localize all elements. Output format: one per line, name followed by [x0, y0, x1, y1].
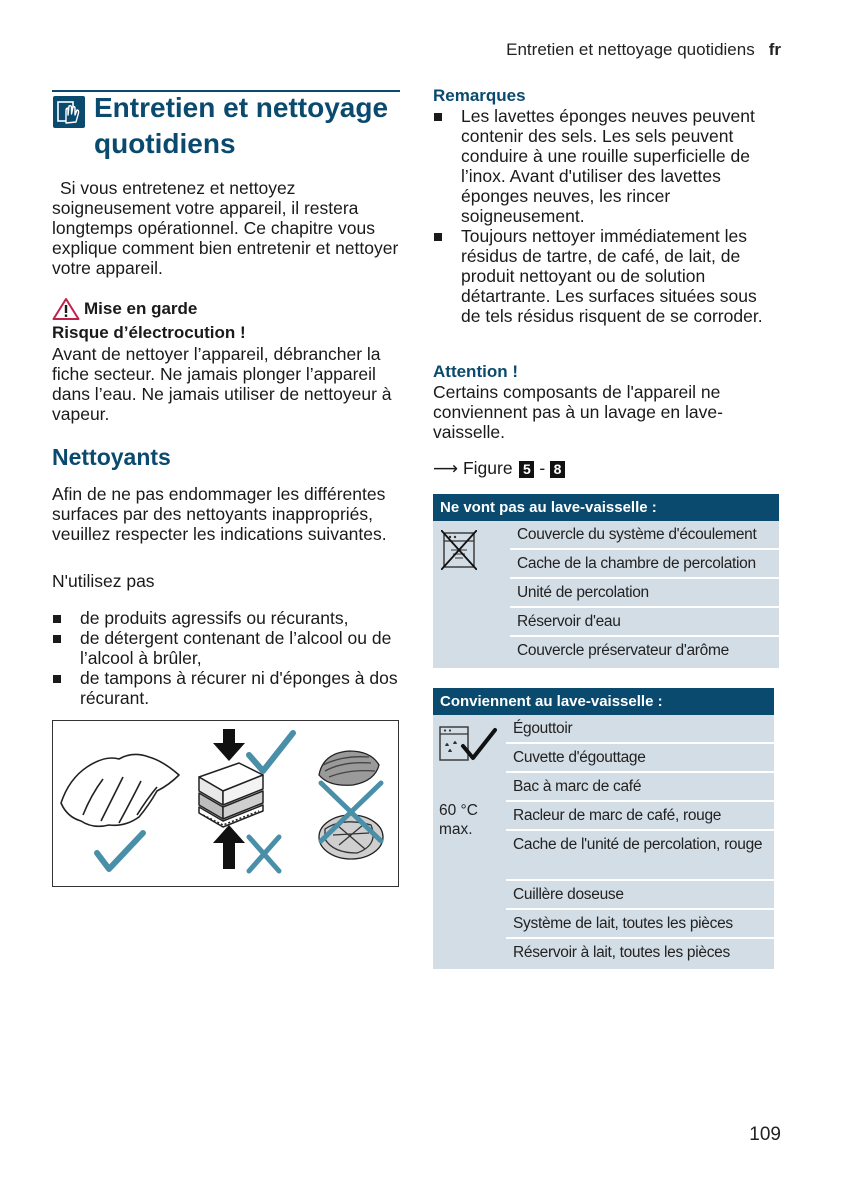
- check-icon: [97, 833, 143, 869]
- intro-text: [52, 178, 400, 278]
- table-row: Unité de percolation: [510, 579, 779, 608]
- cleaners-heading: Nettoyants: [52, 444, 171, 470]
- list-item: de détergent contenant de l’alcool ou de l’alcool à brûler,: [52, 628, 400, 668]
- figure-reference: [433, 458, 779, 478]
- cleaners-do-not-use: N'utilisez pas: [52, 571, 155, 591]
- warning-label: Mise en garde: [84, 299, 198, 318]
- remarks-list: [433, 106, 779, 326]
- figure-from: 5: [519, 461, 534, 478]
- table-row: Réservoir à lait, toutes les pièces: [513, 944, 730, 961]
- cloth-icon: [61, 754, 179, 826]
- warning-subtitle: Risque d’électrocution !: [52, 323, 246, 342]
- table-row: Couvercle du système d'écoulement: [510, 521, 779, 550]
- cleaners-list: [52, 608, 400, 708]
- sponge-icon: [199, 763, 263, 827]
- attention-text: Certains composants de l'appareil ne conviennent pas à un lavage en lave-vaisselle.: [433, 382, 723, 442]
- intro-paragraph: Si vous entretenez et nettoyez soigneusement votre appareil, il restera longtemps opérationnel. Ce chapitre vous explique comment bien entretenir et nettoyer votre appareil.: [52, 178, 399, 278]
- arrow-down-icon: [213, 729, 245, 761]
- figure-to: 8: [550, 461, 565, 478]
- arrow-right-icon: ⟶: [433, 458, 459, 478]
- cleaners-intro: Afin de ne pas endommager les différentes surfaces par des nettoyants inappropriés, veuillez respecter les indications suivantes.: [52, 484, 387, 544]
- dishwasher-ok-heading: Conviennent au lave-vaisselle :: [433, 688, 774, 715]
- table-row: Cache de l'unité de percolation, rouge: [506, 831, 774, 881]
- cleaning-items-drawing: [53, 721, 398, 886]
- page-title-line2: quotidiens: [94, 128, 236, 159]
- page-title: [94, 90, 404, 162]
- temperature-max: max.: [439, 821, 473, 838]
- figure-sep: -: [539, 458, 546, 478]
- list-item: de produits agressifs ou récurants,: [52, 608, 400, 628]
- not-dishwasher-heading: Ne vont pas au lave-vaisselle :: [433, 494, 779, 521]
- running-header: [506, 40, 781, 60]
- dishwasher-ok-icon: [437, 724, 499, 764]
- dishwasher-ok-table: [433, 688, 774, 969]
- check-icon: [249, 733, 293, 771]
- warning-label-row: [52, 298, 400, 320]
- attention-heading: Attention !: [433, 362, 518, 381]
- not-dishwasher-table: [433, 494, 779, 668]
- page-title-line1: Entretien et nettoyage: [94, 92, 389, 123]
- table-row: Réservoir d'eau: [510, 608, 779, 637]
- warning-block: [52, 298, 400, 424]
- table-row: Cache de la chambre de percolation: [510, 550, 779, 579]
- list-item: de tampons à récurer ni d'éponges à dos récurant.: [52, 668, 400, 708]
- cleaning-illustration: [52, 720, 399, 887]
- table-row: Égouttoir: [506, 715, 774, 744]
- running-header-lang: fr: [768, 40, 781, 59]
- no-dishwasher-icon: [441, 530, 477, 570]
- warning-triangle-icon: [52, 297, 80, 321]
- arrow-up-icon: [213, 825, 245, 869]
- warning-text: Avant de nettoyer l’appareil, débrancher la fiche secteur. Ne jamais plonger l’appareil dans l’eau. Ne jamais utiliser de nettoyeur à vapeur.: [52, 344, 392, 424]
- list-item: Toujours nettoyer immédiatement les résidus de tartre, de café, de lait, de produit nettoyant ou de solution détartrante. Les surfaces situées sous de tels résidus risquent de se corroder.: [433, 226, 779, 326]
- table-row: Racleur de marc de café, rouge: [506, 802, 774, 831]
- table-row: Couvercle préservateur d'arôme: [517, 642, 729, 659]
- list-item: Les lavettes éponges neuves peuvent contenir des sels. Les sels peuvent conduire à une rouille superficielle de l’inox. Avant d'utiliser des lavettes éponges neuves, les rincer soigneusement.: [433, 106, 779, 226]
- figure-prefix: Figure: [462, 458, 513, 478]
- cross-icon: [249, 837, 279, 871]
- temperature-note: [439, 801, 478, 839]
- table-row: Cuvette d'égouttage: [506, 744, 774, 773]
- temperature-value: 60 °C: [439, 802, 478, 819]
- cleaning-hand-icon: [52, 95, 86, 129]
- scouring-sponge-icon: [319, 751, 383, 859]
- table-row: Bac à marc de café: [506, 773, 774, 802]
- page-number: 109: [749, 1124, 781, 1145]
- remarks-heading: Remarques: [433, 86, 526, 105]
- table-row: Système de lait, toutes les pièces: [506, 910, 774, 939]
- table-row: Cuillère doseuse: [506, 881, 774, 910]
- running-header-section: Entretien et nettoyage quotidiens: [506, 40, 755, 59]
